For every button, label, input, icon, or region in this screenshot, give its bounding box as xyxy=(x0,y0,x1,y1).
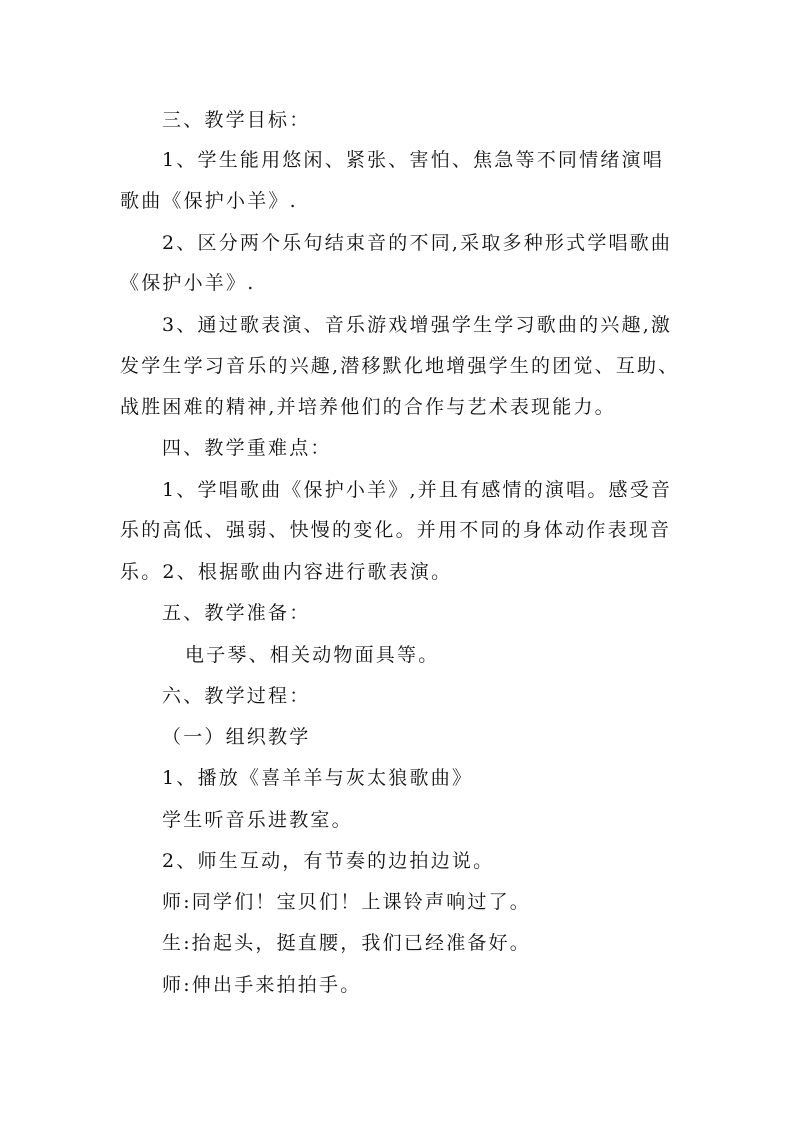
paragraph-line: 《保护小羊》. xyxy=(120,272,256,294)
paragraph-line: 歌曲《保护小羊》. xyxy=(120,190,298,212)
subheading-organize-teaching: （一）组织教学 xyxy=(162,726,311,748)
paragraph-line: 1、学唱歌曲《保护小羊》,并且有感情的演唱。感受音 xyxy=(162,479,673,501)
heading-teaching-objectives: 三、教学目标： xyxy=(162,109,311,131)
dialogue-line: 师:伸出手来拍拍手。 xyxy=(162,974,362,996)
paragraph-line: 1、学生能用悠闲、紧张、害怕、焦急等不同情绪演唱 xyxy=(162,149,664,171)
paragraph-line: 发学生学习音乐的兴趣,潜移默化地增强学生的团觉、互助、 xyxy=(120,355,680,377)
paragraph-line: 2、区分两个乐句结束音的不同,采取多种形式学唱歌曲 xyxy=(162,232,673,254)
heading-teaching-preparation: 五、教学准备： xyxy=(162,602,311,624)
paragraph-line: 乐。2、根据歌曲内容进行歌表演。 xyxy=(120,561,453,583)
heading-teaching-process: 六、教学过程： xyxy=(162,685,311,707)
paragraph-line: 2、师生互动，有节奏的边拍边说。 xyxy=(162,850,495,872)
paragraph-line: 电子琴、相关动物面具等。 xyxy=(185,644,440,666)
paragraph-line: 学生听音乐进教室。 xyxy=(162,809,353,831)
paragraph-line: 1、播放《喜羊羊与灰太狼歌曲》 xyxy=(162,767,474,789)
heading-key-difficulties: 四、教学重难点： xyxy=(162,437,332,459)
paragraph-line: 战胜困难的精神,并培养他们的合作与艺术表现能力。 xyxy=(120,396,616,418)
dialogue-line: 师:同学们！宝贝们！上课铃声响过了。 xyxy=(162,891,532,913)
paragraph-line: 乐的高低、强弱、快慢的变化。并用不同的身体动作表现音 xyxy=(120,519,672,541)
paragraph-line: 3、通过歌表演、音乐游戏增强学生学习歌曲的兴趣,激 xyxy=(162,314,673,336)
dialogue-line: 生:抬起头，挺直腰，我们已经准备好。 xyxy=(162,932,532,954)
